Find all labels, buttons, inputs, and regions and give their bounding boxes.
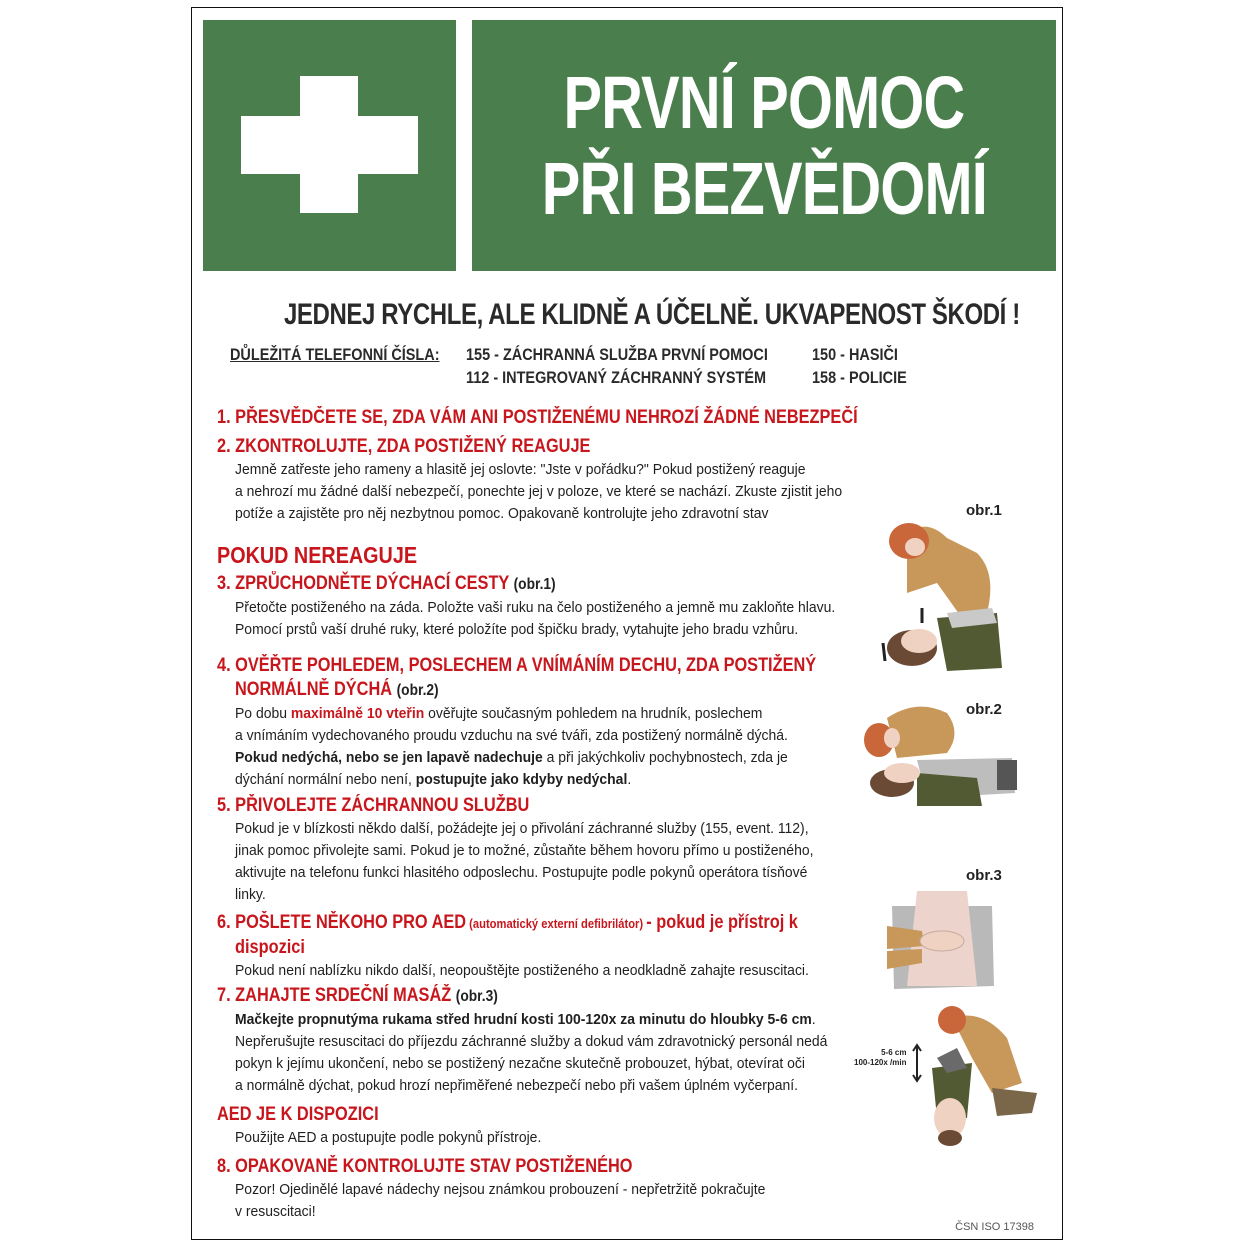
- first-aid-sign: [203, 20, 456, 271]
- step-5-line: jinak pomoc přivolejte sami. Pokud je to možné, zůstaňte během hovoru přímo u postiženého,: [235, 842, 814, 859]
- step-5-line: Pokud je v blízkosti někdo další, požádejte jej o přivolání záchranné služby (155, event. 112),: [235, 820, 809, 837]
- step-6-title-line-2: dispozici: [235, 937, 305, 958]
- rate-text: 100-120x /min: [854, 1058, 907, 1067]
- step-7-title: 7. ZAHAJTE SRDEČNÍ MASÁŽ: [217, 985, 452, 1006]
- bold-text: Pokud nedýchá, nebo se jen lapavě nadechuje: [235, 749, 543, 766]
- step-4-title-line-1: 4. OVĚŘTE POHLEDEM, POSLECHEM A VNÍMÁNÍM DECHU, ZDA POSTIŽENÝ: [217, 655, 817, 676]
- step-2-line: a nehrozí mu žádné další nebezpečí, ponechte jej v poloze, ve které se nachází. Zkuste zjistit jeho: [235, 483, 843, 500]
- poster-sheet: [191, 7, 1063, 1240]
- figure-1-label: obr.1: [966, 502, 1002, 519]
- step-4-title-row-2: [235, 678, 819, 703]
- step-6-line: Pokud není nablízku nikdo další, neopouštějte postiženého a neodkladně zahajte resuscitaci.: [235, 962, 809, 979]
- step-2-title: 2. ZKONTROLUJTE, ZDA POSTIŽENÝ REAGUJE: [217, 436, 591, 457]
- step-7-line: pokyn k jejímu ukončení, nebo se postižený nezačne skutečně probouzet, hýbat, otevírat oči: [235, 1055, 805, 1072]
- step-3-figure-ref: (obr.1): [513, 576, 556, 593]
- step-8: [217, 1155, 805, 1223]
- step-4-line: [235, 769, 866, 791]
- step-7-line: a normálně dýchat, pokud hrozí nepřiměřené nebezpečí nebo při vašem úplném vyčerpaní.: [235, 1077, 798, 1094]
- no-response-heading: POKUD NEREAGUJE: [217, 542, 418, 568]
- step-5: [217, 794, 857, 906]
- text: dýchání normální nebo není,: [235, 771, 416, 788]
- text: .: [627, 771, 632, 788]
- step-3-line: Pomocí prstů vaší druhé ruky, které položíte pod špičku brady, vytahujte jeho bradu vzhůru.: [235, 621, 799, 638]
- figure-2-label: obr.2: [966, 701, 1002, 718]
- step-7: [217, 984, 872, 1097]
- step-2: [217, 435, 888, 525]
- step-3-title: 3. ZPRŮCHODNĚTE DÝCHACÍ CESTY: [217, 573, 510, 594]
- standard-reference: ČSN ISO 17398: [955, 1221, 1034, 1233]
- phone-155: 155 - ZÁCHRANNÁ SLUŽBA PRVNÍ POMOCI: [466, 345, 768, 364]
- motto-text: JEDNEJ RYCHLE, ALE KLIDNĚ A ÚČELNĚ. UKVAPENOST ŠKODÍ !: [283, 298, 1020, 331]
- phone-112: 112 - INTEGROVANÝ ZÁCHRANNÝ SYSTÉM: [466, 368, 767, 387]
- step-8-title: 8. OPAKOVANĚ KONTROLUJTE STAV POSTIŽENÉHO: [217, 1156, 633, 1177]
- motto-heading: [192, 298, 1064, 332]
- no-response-heading-block: [217, 540, 450, 570]
- step-8-line: Pozor! Ojedinělé lapavé nádechy nejsou známkou probouzení - nepřetržitě pokračujte: [235, 1181, 766, 1198]
- step-4-line: a vnímáním vydechovaného proudu vzduchu na své tváři, zda postižený normálně dýchá.: [235, 727, 788, 744]
- step-2-line: potíže a zajistěte pro něj nezbytnou pomoc. Opakovaně kontrolujte jeho zdravotní stav: [235, 505, 769, 522]
- step-8-line: v resuscitaci!: [235, 1203, 316, 1220]
- max-10-seconds-highlight: maximálně 10 vteřin: [290, 705, 425, 722]
- step-5-line: aktivujte na telefonu funkci hlasitého odposlechu. Postupujte podle pokynů operátora tísňové: [235, 864, 808, 881]
- step-5-line: linky.: [235, 886, 266, 903]
- step-7-title-row: [217, 984, 780, 1009]
- title-banner: [472, 20, 1056, 271]
- aed-available-title: AED JE K DISPOZICI: [217, 1104, 379, 1125]
- text: .: [811, 1011, 816, 1028]
- text: ověřujte současným pohledem na hrudník, poslechem: [424, 705, 763, 722]
- step-4: [217, 654, 914, 791]
- step-4-line: [235, 747, 866, 769]
- step-1-title: 1. PŘESVĚDČETE SE, ZDA VÁM ANI POSTIŽENÉMU NEHROZÍ ŽÁDNÉ NEBEZPEČÍ: [217, 407, 858, 428]
- step-2-line: Jemně zatřeste jeho rameny a hlasitě jej oslovte: "Jste v pořádku?" Pokud postižený reaguje: [235, 461, 806, 478]
- text: a při jakýchkoliv pochybnostech, zda je: [542, 749, 788, 766]
- step-3: [217, 572, 880, 641]
- compression-depth-label: [854, 1048, 906, 1068]
- figure-cpr-compression-illustration: [912, 998, 1042, 1148]
- title-line-2: PŘI BEZVĚDOMÍ: [541, 146, 987, 230]
- aed-available-line: Použijte AED a postupujte podle pokynů přístroje.: [235, 1129, 542, 1146]
- step-5-title: 5. PŘIVOLEJTE ZÁCHRANNOU SLUŽBU: [217, 795, 530, 816]
- step-6-title: 6. POŠLETE NĚKOHO PRO AED: [217, 912, 467, 933]
- step-4-figure-ref: (obr.2): [396, 682, 439, 699]
- step-6-title-row: [217, 911, 798, 936]
- first-aid-cross-icon: [203, 20, 456, 271]
- text: Po dobu: [235, 705, 291, 722]
- step-6: [217, 911, 892, 982]
- step-3-line: Přetočte postiženého na záda. Položte vaši ruku na čelo postiženého a jemně mu zakloňte hlavu.: [235, 599, 836, 616]
- figure-3-label: obr.3: [966, 867, 1002, 884]
- phone-158: 158 - POLICIE: [812, 368, 907, 387]
- step-7-line: Nepřerušujte resuscitaci do příjezdu záchranné služby a dokud vám zdravotnický personál nedá: [235, 1033, 828, 1050]
- depth-text: 5-6 cm: [881, 1048, 907, 1057]
- step-7-figure-ref: (obr.3): [455, 988, 498, 1005]
- step-6-title-cont: - pokud je přístroj k: [646, 912, 798, 933]
- bold-text: Mačkejte propnutýma rukama střed hrudní kosti 100-120x za minutu do hloubky 5-6 cm: [235, 1011, 812, 1028]
- step-7-bold-line: [235, 1009, 827, 1031]
- step-4-line: [235, 703, 866, 725]
- figure-1-airway-illustration: [867, 513, 1007, 673]
- aed-explanation: (automatický externí defibrilátor): [466, 916, 647, 931]
- phone-150: 150 - HASIČI: [812, 345, 898, 364]
- step-1: [217, 406, 962, 430]
- step-4-title-line-2: NORMÁLNĚ DÝCHÁ: [235, 679, 393, 700]
- bold-text: postupujte jako kdyby nedýchal: [415, 771, 628, 788]
- title-line-1: PRVNÍ POMOC: [563, 60, 965, 144]
- step-3-title-row: [217, 572, 788, 597]
- figure-2-breathing-check-illustration: [857, 698, 1017, 808]
- aed-available: [217, 1103, 564, 1149]
- phones-label: DŮLEŽITÁ TELEFONNÍ ČÍSLA:: [230, 345, 440, 364]
- figure-3-hand-position-illustration: [882, 891, 1002, 991]
